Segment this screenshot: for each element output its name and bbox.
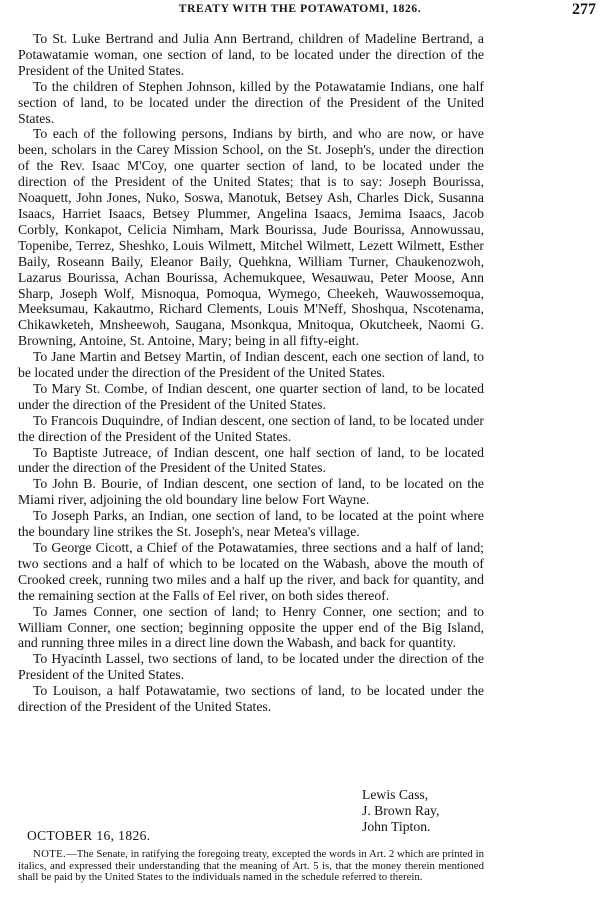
- running-title: TREATY WITH THE POTAWATOMI, 1826.: [178, 3, 422, 15]
- paragraph-louison: To Louison, a half Potawatamie, two sections of land, to be located under the direction of the President of the United States.: [18, 683, 484, 715]
- page-number: 277: [572, 1, 596, 18]
- paragraph-st-combe: To Mary St. Combe, of Indian descent, one quarter section of land, to be located under the direction of the President of the United States.: [18, 380, 484, 412]
- paragraph-conner: To James Conner, one section of land; to Henry Conner, one section; and to William Conner, one section; beginning opposite the upper end of the Big Island, and running three miles in a direct line down the Wabash, and back for quantity.: [18, 603, 484, 651]
- signature-tipton: John Tipton.: [362, 818, 431, 834]
- paragraph-johnson: To the children of Stephen Johnson, killed by the Potawatamie Indians, one half section of land, to be located under the direction of the President of the United States.: [18, 78, 484, 126]
- paragraph-parks: To Joseph Parks, an Indian, one section of land, to be located at the point where the boundary line strikes the St. Joseph's, near Metea's village.: [18, 508, 484, 540]
- paragraph-duquindre: To Francois Duquindre, of Indian descent, one section of land, to be located under the direction of the President of the United States.: [18, 412, 484, 444]
- paragraph-lassel: To Hyacinth Lassel, two sections of land, to be located under the direction of the President of the United States.: [18, 651, 484, 683]
- paragraph-martin: To Jane Martin and Betsey Martin, of Indian descent, each one section of land, to be located under the direction of the President of the United States.: [18, 349, 484, 381]
- footnote-label: NOTE.: [33, 848, 66, 860]
- footnote-text: —The Senate, in ratifying the foregoing treaty, excepted the words in Art. 2 which are printed in italics, and expressed their understanding that the meaning of Art. 5 is, that the money therein mentioned shall be paid by the United States to the individuals named in the schedule referred to therein.: [18, 848, 484, 884]
- treaty-body: [18, 31, 484, 715]
- paragraph-cicott: To George Cicott, a Chief of the Potawatamies, three sections and a half of land; two sections and a half of which to be located on the Wabash, above the mouth of Crooked creek, running two miles and a half up the river, and back for quantity, and the remaining section at the Falls of Eel river, on both sides thereof.: [18, 540, 484, 603]
- paragraph-bertrand: To St. Luke Bertrand and Julia Ann Bertrand, children of Madeline Bertrand, a Potawatamie woman, one section of land, to be located under the direction of the President of the United States.: [18, 31, 484, 78]
- page-header: [0, 3, 600, 19]
- paragraph-jutreace: To Baptiste Jutreace, of Indian descent, one half section of land, to be located under the direction of the President of the United States.: [18, 444, 484, 476]
- treaty-date: OCTOBER 16, 1826.: [27, 828, 151, 843]
- signature-cass: Lewis Cass,: [362, 787, 429, 802]
- footnote: [18, 849, 484, 884]
- signature-block: [362, 787, 439, 835]
- paragraph-scholars: To each of the following persons, Indians by birth, and who are now, or have been, scholars in the Carey Mission School, on the St. Joseph's, under the direction of the Rev. Isaac M'Coy, one quarter section of land, to be located under the direction of the President of the United States; that is to say: Joseph Bourissa, Noaquett, John Jones, Nuko, Soswa, Manotuk, Betsey Ash, Charles Dick, Susanna Isaacs, Harriet Isaacs, Betsey Plummer, Angelina Isaacs, Jemima Isaacs, Jacob Corbly, Konkapot, Celicia Nimham, Mark Bourissa, Jude Bourissa, Annowussau, Topenibe, Terrez, Sheshko, Louis Wilmett, Mitchel Wilmett, Lezett Wilmett, Esther Baily, Roseann Baily, Eleanor Baily, Quehkna, William Turner, Chaukenozwoh, Lazarus Bourissa, Achan Bourissa, Achemukquee, Wesauwau, Peter Moose, Ann Sharp, Joseph Wolf, Misnoqua, Pomoqua, Wymego, Cheekeh, Wauwossemoqua, Meeksumau, Kakautmo, Richard Clements, Louis M'Neff, Shoshqua, Nscotenama, Chikawketeh, Mnsheewoh, Saugana, Msonkqua, Mnitoqua, Okutcheek, Naomi G. Browning, Antoine, St. Antoine, Mary; being in all fifty-eight.: [18, 126, 484, 349]
- paragraph-bourie: To John B. Bourie, of Indian descent, one section of land, to be located on the Miami river, adjoining the old boundary line below Fort Wayne.: [18, 476, 484, 508]
- signature-ray: J. Brown Ray,: [362, 802, 440, 818]
